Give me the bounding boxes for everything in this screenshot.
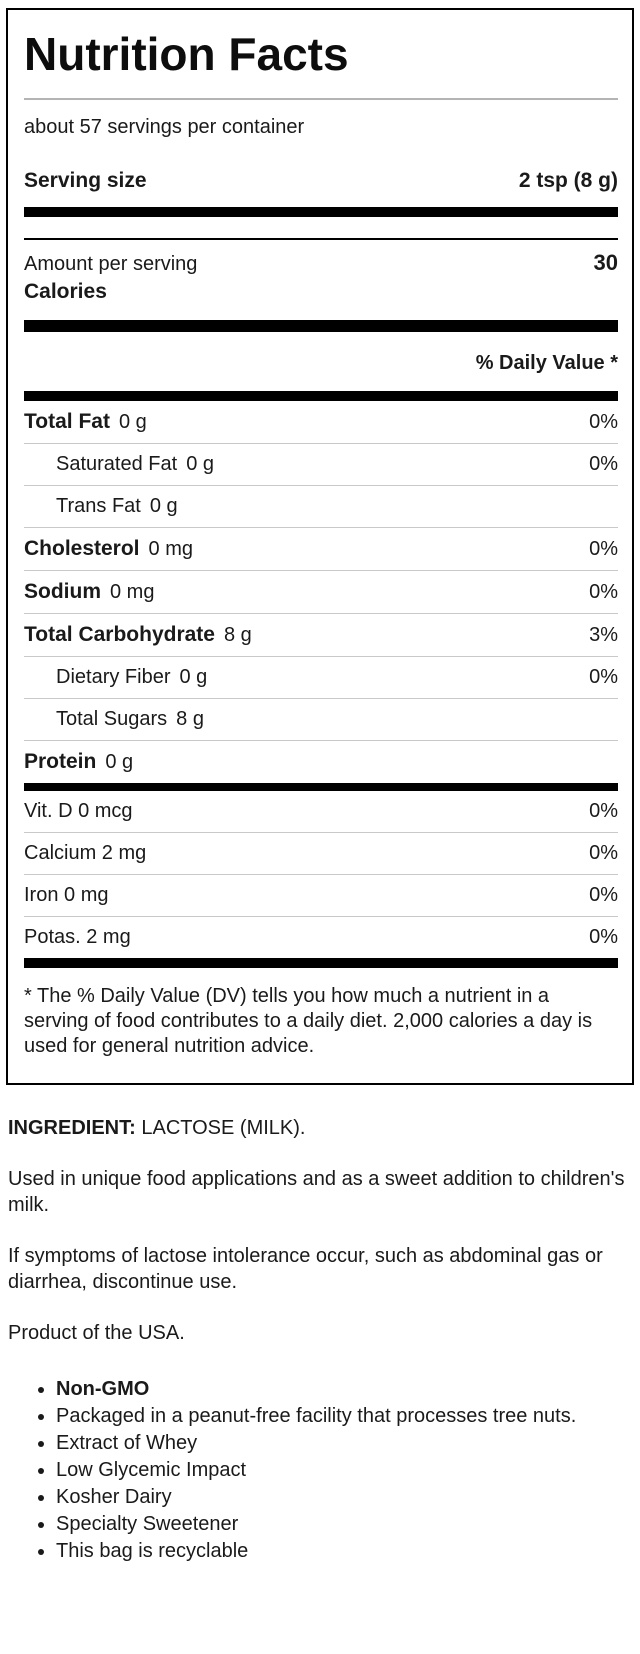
feature-item-low-glycemic: • Low Glycemic Impact (56, 1457, 632, 1483)
warning-paragraph: If symptoms of lactose intolerance occur, such as abdominal gas or diarrhea, discontinue use. (8, 1245, 603, 1294)
daily-value-header: % Daily Value * (475, 352, 618, 375)
thick-divider (24, 391, 618, 401)
feature-item-specialty-sweetener: • Specialty Sweetener (56, 1511, 632, 1537)
nutrient-row-saturated-fat: Saturated Fat 0 g 0% (24, 443, 618, 485)
nutrient-row-dietary-fiber: Dietary Fiber 0 g 0% (24, 656, 618, 698)
serving-size-label: Serving size (24, 169, 147, 193)
amount-per-serving-label: Amount per serving (24, 253, 198, 276)
calories-label: Calories (24, 280, 107, 304)
feature-item-whey-extract: • Extract of Whey (56, 1430, 632, 1456)
nutrient-row-trans-fat: Trans Fat 0 g (24, 485, 618, 527)
ingredient-line (8, 1115, 632, 1141)
thick-divider (24, 958, 618, 968)
nutrient-row-total-carbohydrate: Total Carbohydrate 8 g 3% (24, 613, 618, 656)
thick-divider (24, 207, 618, 217)
nutrition-facts-panel (6, 8, 634, 1085)
nutrient-row-potassium: Potas. 2 mg 0% (24, 916, 618, 958)
servings-per-container: about 57 servings per container (24, 116, 305, 139)
calories-row (24, 250, 618, 276)
serving-size-value: 2 tsp (8 g) (518, 169, 618, 193)
feature-item-kosher-dairy: • Kosher Dairy (56, 1484, 632, 1510)
product-details (8, 1115, 632, 1564)
nutrient-row-cholesterol: Cholesterol 0 mg 0% (24, 527, 618, 570)
ingredient-value: LACTOSE (MILK). (141, 1117, 306, 1140)
ingredient-label: INGREDIENT: (8, 1117, 136, 1140)
feature-item-recyclable-bag: • This bag is recyclable (56, 1538, 632, 1564)
feature-item-non-gmo: • Non-GMO (56, 1376, 632, 1402)
calories-value: 30 (593, 250, 618, 276)
feature-item-peanut-free: • Packaged in a peanut-free facility that processes tree nuts. (56, 1403, 632, 1429)
daily-value-footnote: * The % Daily Value (DV) tells you how much a nutrient in a serving of food contributes to a daily diet. 2,000 calories a day is used for general nutrition advice. (24, 985, 593, 1058)
nutrient-row-total-fat: Total Fat 0 g 0% (24, 410, 618, 434)
nutrient-row-sodium: Sodium 0 mg 0% (24, 570, 618, 613)
nutrition-facts-title: Nutrition Facts (24, 28, 349, 80)
origin-paragraph: Product of the USA. (8, 1322, 185, 1345)
micronutrient-rows (24, 791, 618, 958)
usage-paragraph: Used in unique food applications and as a sweet addition to children's milk. (8, 1168, 625, 1217)
nutrient-row-total-sugars: Total Sugars 8 g (24, 698, 618, 740)
nutrient-row-vitamin-d: Vit. D 0 mcg 0% (24, 800, 618, 823)
nutrient-row-iron: Iron 0 mg 0% (24, 874, 618, 916)
nutrient-row-calcium: Calcium 2 mg 0% (24, 832, 618, 874)
thick-divider (24, 320, 618, 332)
nutrient-rows (24, 401, 618, 783)
nutrient-row-protein: Protein 0 g (24, 740, 618, 783)
medium-divider (24, 783, 618, 791)
feature-list (30, 1376, 632, 1564)
serving-size-row (24, 169, 618, 193)
thin-divider (24, 238, 618, 240)
title-divider (24, 98, 618, 100)
